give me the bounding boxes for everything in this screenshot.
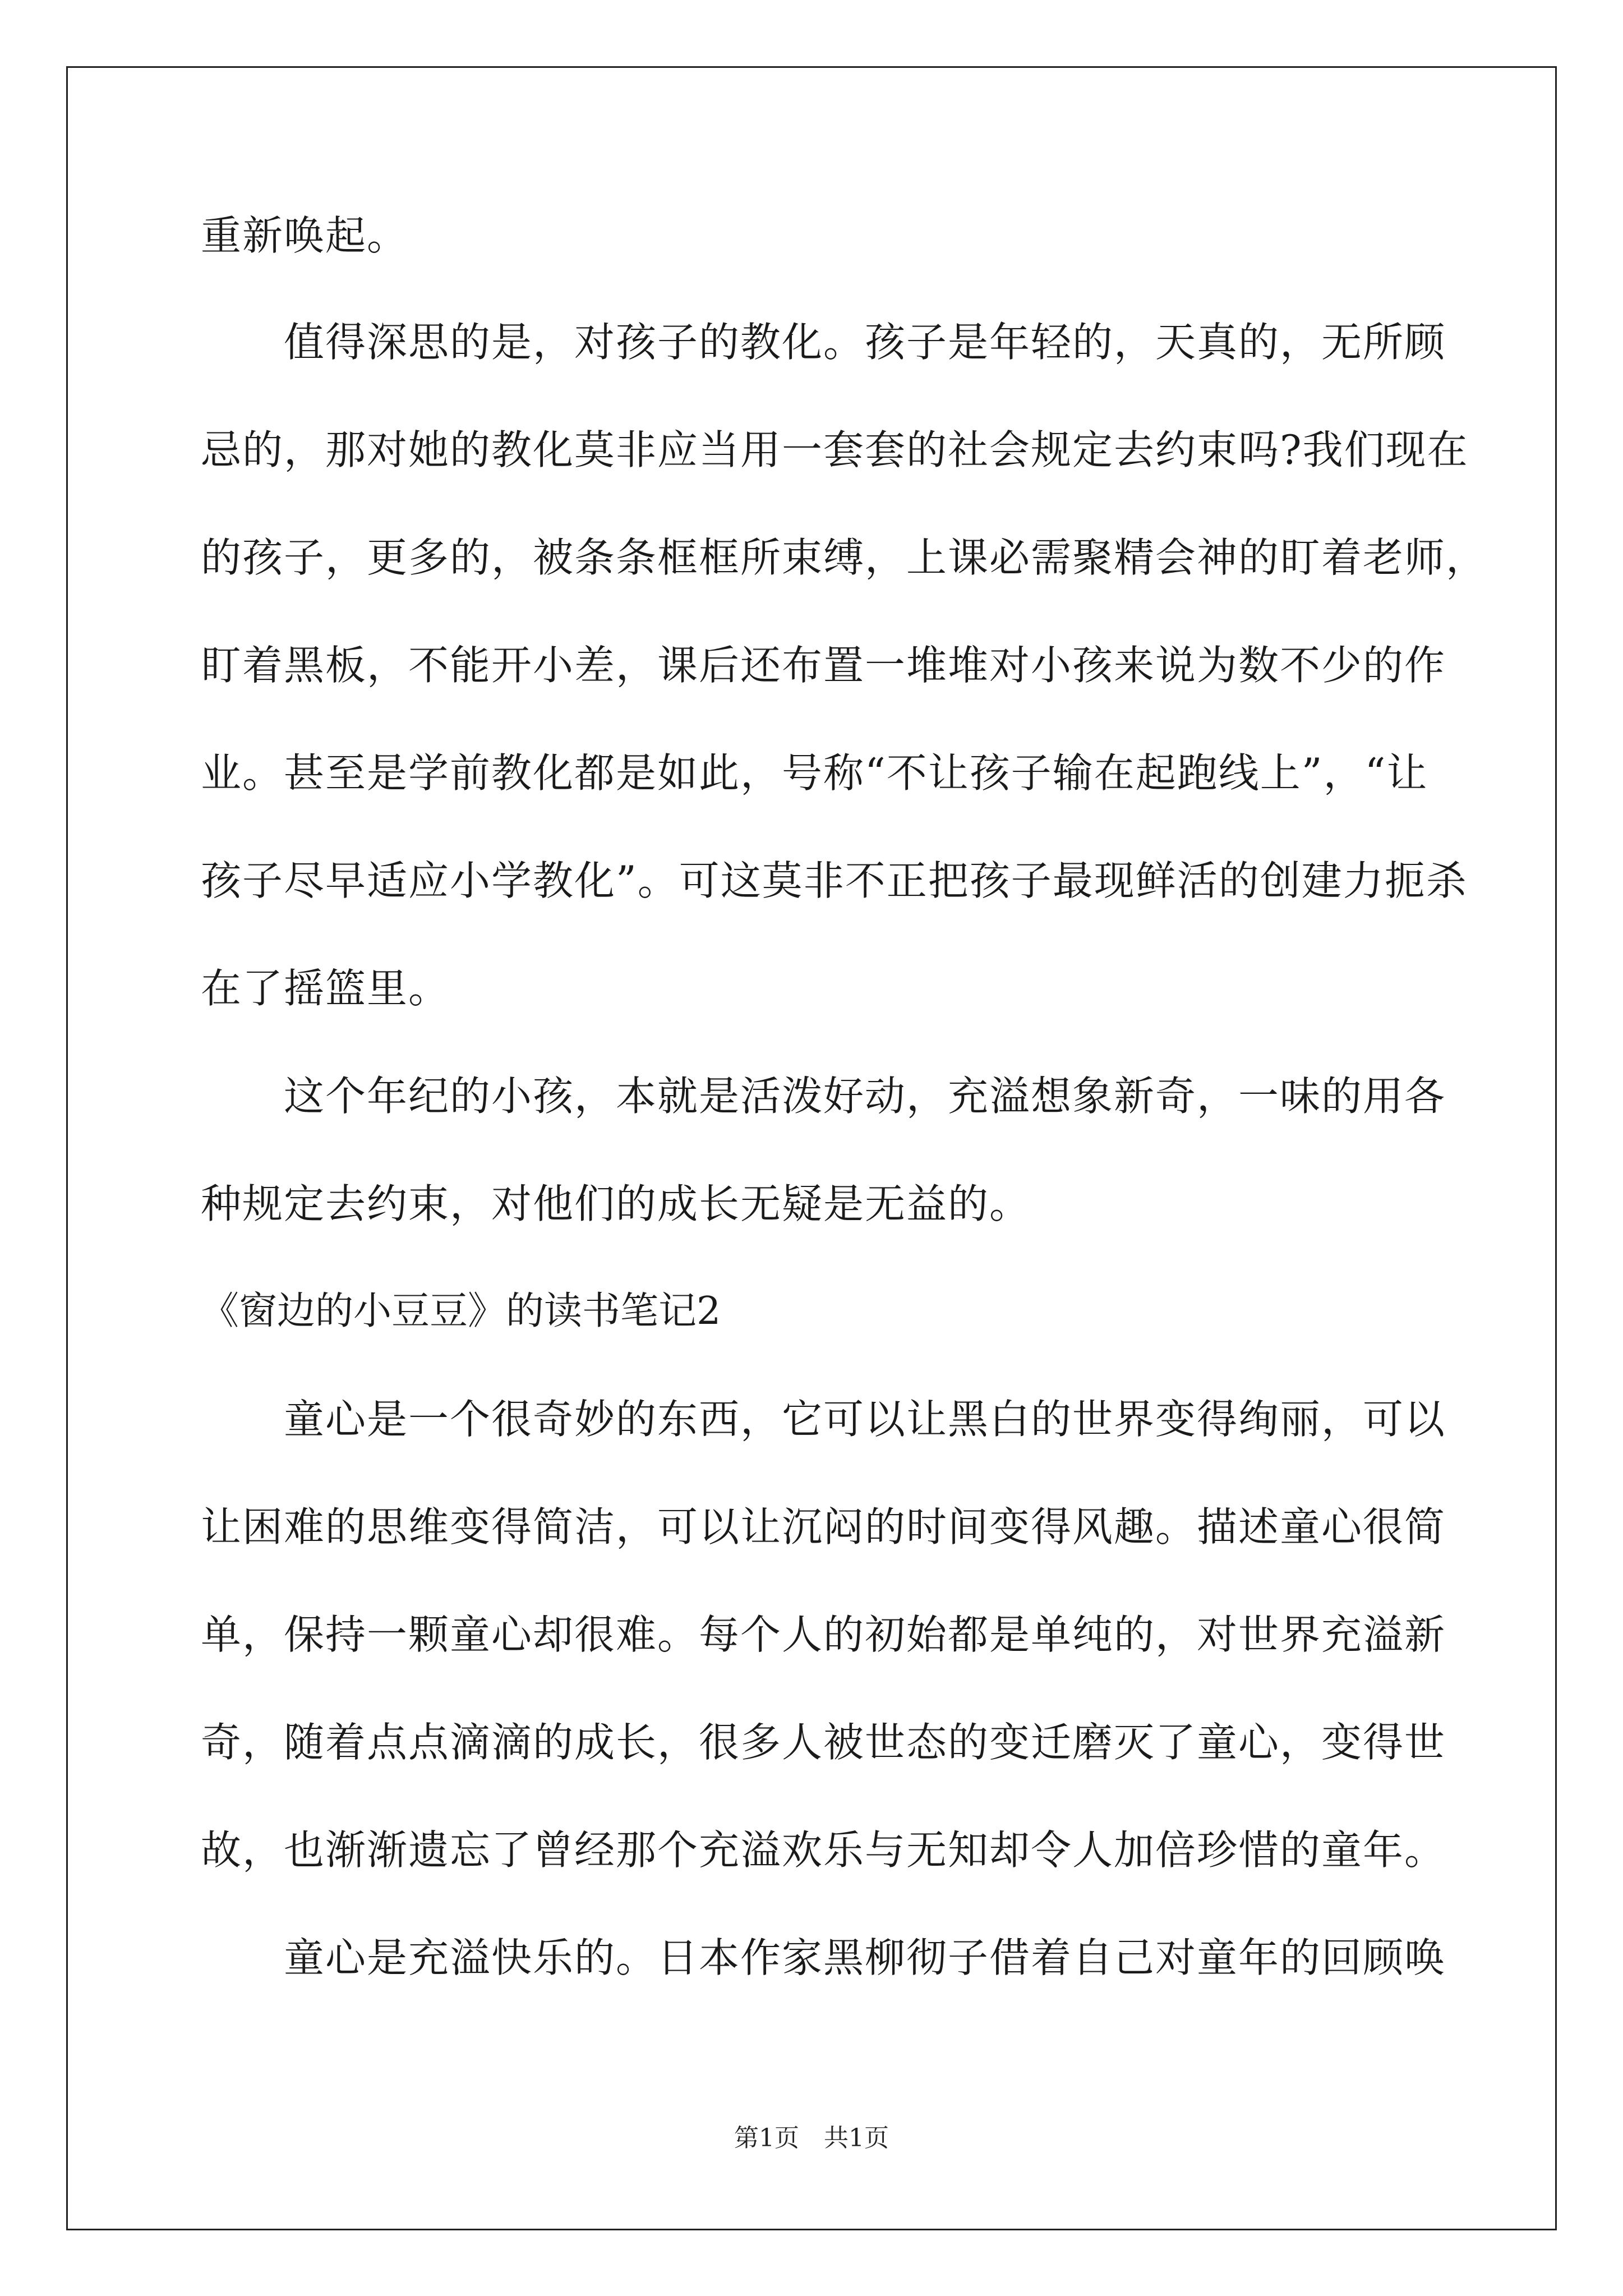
text-line: 在了摇篮里。: [201, 965, 450, 1012]
paragraph-first-line: 童心是一个很奇妙的东西，它可以让黑白的世界变得绚丽，可以: [284, 1396, 1446, 1443]
text-line: 盯着黑板，不能开小差，课后还布置一堆堆对小孩来说为数不少的作: [201, 642, 1446, 689]
text-line: 的孩子，更多的，被条条框框所束缚，上课必需聚精会神的盯着老师，: [201, 534, 1488, 581]
page-border: [66, 66, 1557, 2230]
text-line: 忌的，那对她的教化莫非应当用一套套的社会规定去约束吗?我们现在: [201, 426, 1469, 473]
section-heading: 《窗边的小豆豆》的读书笔记2: [201, 1289, 721, 1333]
page-footer: 第1页 共1页: [734, 2124, 889, 2152]
text-line: 让困难的思维变得简洁，可以让沉闷的时间变得风趣。描述童心很简: [201, 1503, 1446, 1550]
text-line: 孩子尽早适应小学教化”。可这莫非不正把孩子最现鲜活的创建力扼杀: [201, 857, 1468, 904]
text-line: 奇，随着点点滴滴的成长，很多人被世态的变迁磨灭了童心，变得世: [201, 1719, 1446, 1766]
text-line: 单，保持一颗童心却很难。每个人的初始都是单纯的，对世界充溢新: [201, 1611, 1446, 1658]
text-line: 业。甚至是学前教化都是如此，号称“不让孩子输在起跑线上”，“让: [201, 749, 1428, 797]
paragraph-first-line: 这个年纪的小孩，本就是活泼好动，充溢想象新奇，一味的用各: [284, 1073, 1446, 1120]
paragraph-first-line: 童心是充溢快乐的。日本作家黑柳彻子借着自己对童年的回顾唤: [284, 1934, 1446, 1981]
paragraph-first-line: 值得深思的是，对孩子的教化。孩子是年轻的，天真的，无所顾: [284, 319, 1446, 366]
text-line: 种规定去约束，对他们的成长无疑是无益的。: [201, 1180, 1031, 1227]
text-line: 故，也渐渐遗忘了曾经那个充溢欢乐与无知却令人加倍珍惜的童年。: [201, 1826, 1446, 1874]
text-line: 重新唤起。: [201, 212, 409, 259]
